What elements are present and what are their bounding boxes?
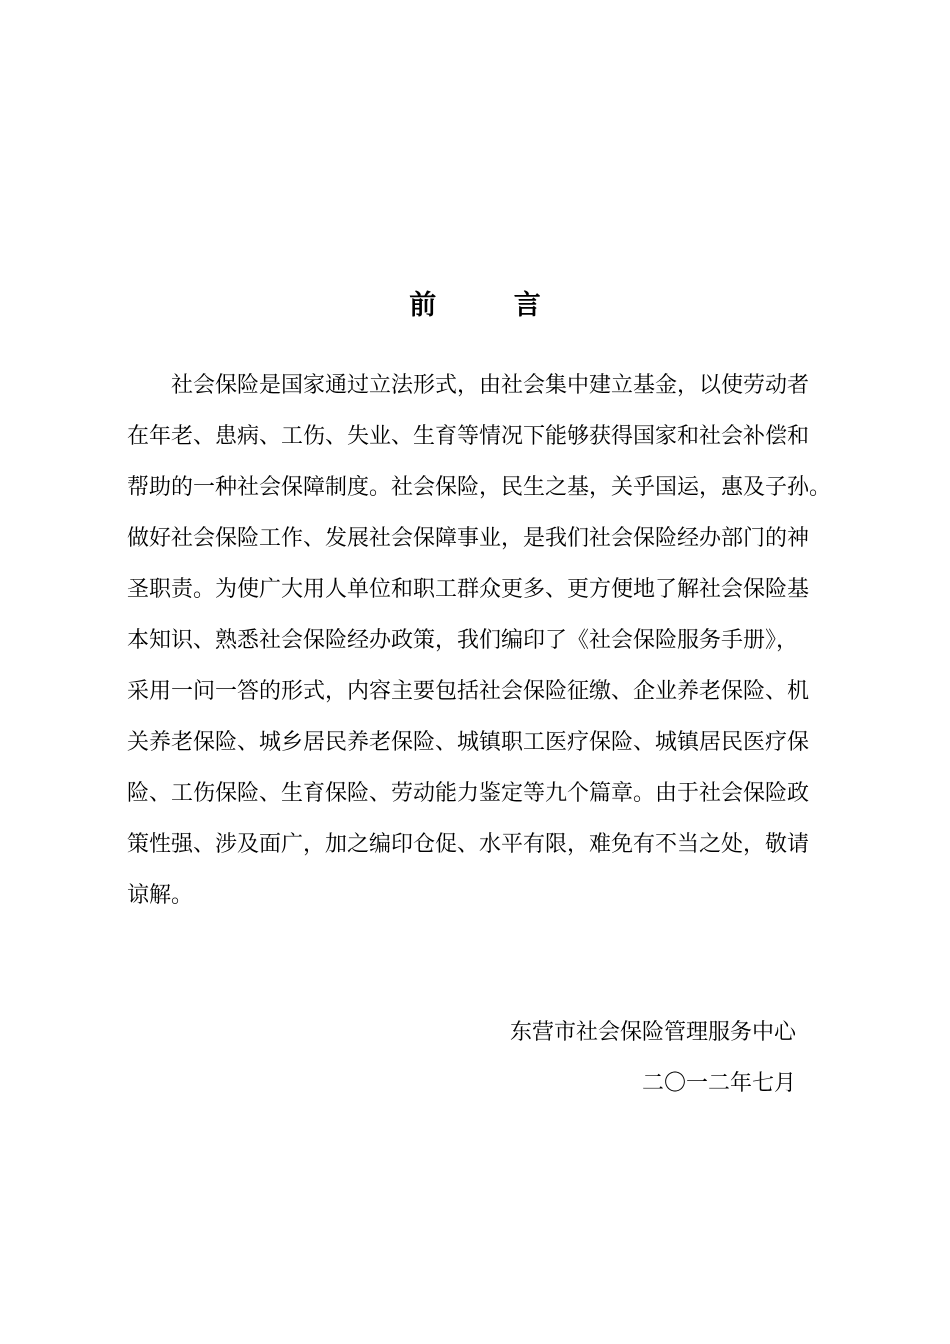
paragraph-line: 采用一问一答的形式，内容主要包括社会保险征缴、企业养老保险、机: [127, 679, 810, 704]
paragraph-line: 帮助的一种社会保障制度。社会保险，民生之基，关乎国运，惠及子孙。: [127, 475, 832, 500]
paragraph-line: 圣职责。为使广大用人单位和职工群众更多、更方便地了解社会保险基: [127, 577, 810, 602]
signature-organization: 东营市社会保险管理服务中心: [509, 1020, 796, 1045]
preface-body: [127, 360, 832, 921]
signature-date: 二〇一二年七月: [641, 1071, 796, 1096]
signature-block: [0, 1007, 796, 1109]
paragraph-line: 谅解。: [127, 883, 194, 908]
paragraph-line: 关养老保险、城乡居民养老保险、城镇职工医疗保险、城镇居民医疗保: [127, 730, 810, 755]
paragraph-line: 做好社会保险工作、发展社会保障事业，是我们社会保险经办部门的神: [127, 526, 810, 551]
paragraph-line: 在年老、患病、工伤、失业、生育等情况下能够获得国家和社会补偿和: [127, 424, 810, 449]
paragraph-line: 社会保险是国家通过立法形式，由社会集中建立基金，以使劳动者: [171, 373, 810, 398]
paragraph-line: 策性强、涉及面广，加之编印仓促、水平有限，难免有不当之处，敬请: [127, 832, 810, 857]
paragraph-line: 本知识、熟悉社会保险经办政策，我们编印了《社会保险服务手册》，: [127, 628, 799, 653]
paragraph-line: 险、工伤保险、生育保险、劳动能力鉴定等九个篇章。由于社会保险政: [127, 781, 810, 806]
page-title: 前 言: [409, 290, 575, 321]
